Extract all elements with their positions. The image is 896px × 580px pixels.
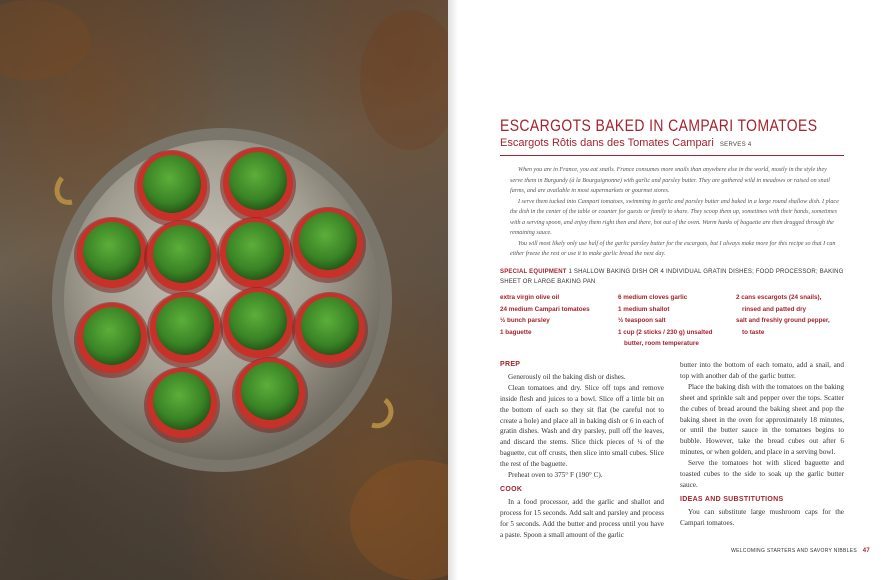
cook-paragraph: In a food processor, add the garlic and shallot and process for 15 seconds. Add salt and parsley and process for 5 seconds. Add the butter and process until you have a paste. Spoon a small amount of the garlic: [500, 497, 664, 539]
garlic-butter-topping: [229, 152, 287, 210]
recipe-french-title: Escargots Rôtis dans des Tomates Campari: [500, 137, 714, 149]
ingredients-column-1: [500, 293, 612, 339]
garlic-butter-topping: [226, 222, 284, 280]
method-right-column: [680, 360, 844, 529]
ingredient-item: 1 medium shallot: [618, 305, 670, 313]
serves-label: SERVES 4: [719, 142, 752, 148]
equipment-text: 1 SHALLOW BAKING DISH OR 4 INDIVIDUAL GRATIN DISHES; FOOD PROCESSOR; BAKING SHEET OR LARGE BAKING PAN: [500, 269, 844, 285]
prep-paragraph: Clean tomatoes and dry. Slice off tops and remove inside flesh and juices to a bowl. Slice off a little bit on the bottom of each so they sit flat (be careful not to create a hole) and place all in baking dish or 6 in each of gratin dishes. Wash and dry parsley, pull off the leaves, and discard the stems. Slice thick pieces of ¼ of the baguette, cut off crusts, then slice into small cubes. Slice the rest of the baguette.: [500, 383, 664, 469]
garlic-butter-topping: [153, 372, 211, 430]
recipe-title: ESCARGOTS BAKED IN CAMPARI TOMATOES: [500, 116, 818, 135]
ingredient-item: salt and freshly ground pepper,: [736, 317, 830, 325]
recipe-subtitle: [500, 137, 751, 149]
prep-paragraph: Generously oil the baking dish or dishes.: [508, 372, 626, 381]
title-rule: [500, 155, 844, 156]
garlic-butter-topping: [83, 222, 141, 280]
page-number: 47: [862, 548, 870, 554]
ingredient-item: ½ bunch parsley: [500, 317, 550, 325]
ingredient-item: ½ teaspoon salt: [618, 317, 666, 325]
method-left-column: [500, 360, 664, 541]
garlic-butter-topping: [299, 212, 357, 270]
cook-paragraph: Place the baking dish with the tomatoes on the baking sheet and sprinkle salt and pepper over the tops. Scatter the cubes of bread around the baking sheet and pop the baking sheet in the oven for approximately 18 minutes, or until the butter sauce in the tomatoes begins to bubble. However, take the bread cubes out after 6 minutes, or when golden, and place in a serving bowl.: [680, 382, 844, 457]
ingredients-column-3: [736, 293, 848, 339]
ingredient-item-continued: rinsed and patted dry: [742, 305, 807, 313]
ingredient-item: 1 cup (2 sticks / 230 g) unsalted: [618, 328, 713, 336]
garlic-butter-topping: [83, 307, 141, 365]
tray-handle-left: [57, 178, 72, 202]
garlic-butter-topping: [156, 297, 214, 355]
ingredient-item-continued: to taste: [742, 328, 765, 336]
ingredient-item: 6 medium cloves garlic: [618, 294, 688, 301]
garlic-butter-topping: [153, 225, 211, 283]
ideas-heading: IDEAS AND SUBSTITUTIONS: [680, 495, 784, 503]
special-equipment: [500, 267, 844, 287]
intro-paragraph: You will most likely only use half of the garlic parsley butter for the escargots, but I always make more for this recipe so that I can either freeze the rest or use it to make garlic bread the next day.: [510, 240, 836, 257]
ingredient-item: 24 medium Campari tomatoes: [500, 305, 590, 313]
prep-paragraph: Preheat oven to 375° F (190° C).: [508, 471, 603, 480]
intro-paragraph: I serve them tucked into Campari tomatoes, swimming in garlic and parsley butter and baked in a large round shallow dish. I place the dish in the center of the table or counter for guests or family to share. They scoop them up, sometimes with their hands, sometimes with a serving spoon, and enjoy them right then and there, hot out of the oven. Warm hunks of baguette are then dragged through the remaining sauce.: [510, 198, 839, 236]
garlic-butter-topping: [229, 292, 287, 350]
cook-paragraph: Serve the tomatoes hot with sliced baguette and toasted cubes to the side to soak up the garlic butter sauce.: [680, 459, 844, 489]
intro-paragraph: When you are in France, you eat snails. France consumes more snails than anywhere else in the world, mostly in the style they serve them in Burgundy (à la Bourguignonne) with garlic and parsley butter. They are gathered wild in meadows or raised on snail farms, and are available in most supermarkets or gourmet stores.: [510, 167, 831, 194]
cook-heading: COOK: [500, 485, 523, 493]
ingredient-item: extra virgin olive oil: [500, 294, 560, 301]
page-footer: [731, 548, 870, 554]
equipment-label: SPECIAL EQUIPMENT: [500, 269, 567, 275]
ideas-paragraph: You can substitute large mushroom caps for the Campari tomatoes.: [680, 507, 844, 527]
ingredient-item: 1 baguette: [500, 328, 532, 336]
recipe-page: [448, 0, 896, 580]
ingredient-item-continued: butter, room temperature: [624, 340, 699, 348]
garlic-butter-topping: [143, 155, 201, 213]
garlic-butter-topping: [301, 297, 359, 355]
ingredient-item: 2 cans escargots (24 snails),: [736, 294, 822, 301]
cook-paragraph-continued: butter into the bottom of each tomato, add a snail, and top with another dab of the garlic butter.: [680, 361, 844, 380]
recipe-intro: [510, 165, 840, 260]
ingredients-column-2: [618, 293, 730, 351]
tray-handle-right: [372, 400, 391, 426]
garlic-butter-topping: [241, 362, 299, 420]
footer-section: WELCOMING STARTERS AND SAVORY NIBBLES: [731, 548, 858, 554]
prep-heading: PREP: [500, 361, 521, 368]
